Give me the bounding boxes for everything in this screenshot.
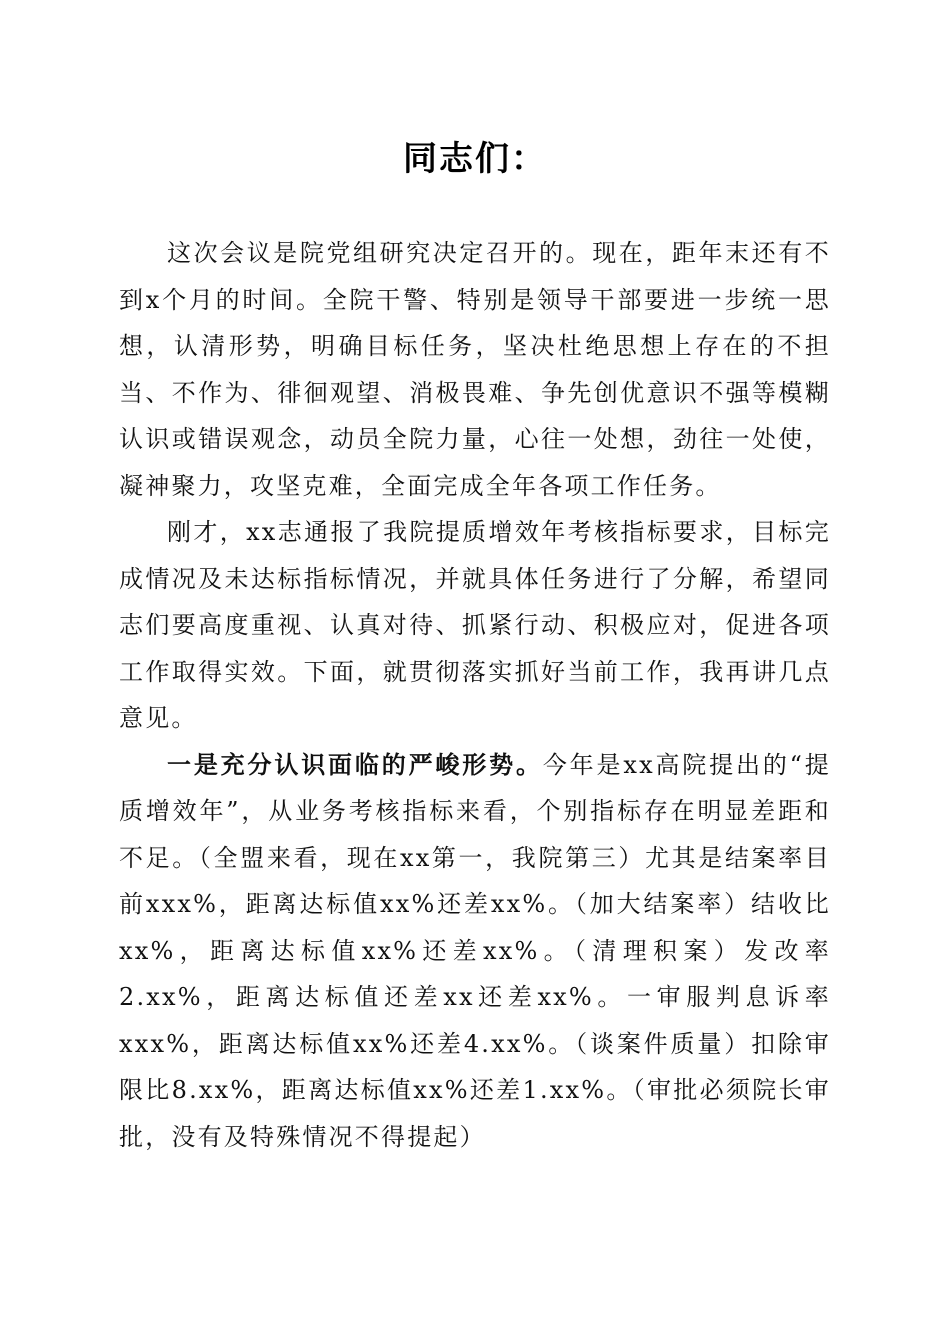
- paragraph-1-text: 这次会议是院党组研究决定召开的。现在，距年末还有不到x个月的时间。全院干警、特别是领导干部要进一步统一思想，认清形势，明确目标任务，坚决杜绝思想上存在的不担当、不作为、徘徊观望、消极畏难、争先创优意识不强等模糊认识或错误观念，动员全院力量，心往一处想，劲往一处使，凝神聚力，攻坚克难，全面完成全年各项工作任务。: [119, 239, 831, 500]
- paragraph-3: [119, 742, 831, 1161]
- paragraph-3-text: 今年是xx高院提出的“提质增效年”，从业务考核指标来看，个别指标存在明显差距和不足。（全盟来看，现在xx第一，我院第三）尤其是结案率目前xxx%，距离达标值xx%还差xx%。（加大结案率）结收比xx%，距离达标值xx%还差xx%。（清理积案）发改率2.xx%，距离达标值还差xx还差xx%。一审服判息诉率xxx%，距离达标值xx%还差4.xx%。（谈案件质量）扣除审限比8.xx%，距离达标值xx%还差1.xx%。（审批必须院长审批，没有及特殊情况不得提起）: [119, 750, 831, 1151]
- paragraph-3-lead: 一是充分认识面临的严峻形势。: [167, 749, 543, 779]
- document-body: [119, 230, 831, 1160]
- paragraph-1: [119, 230, 831, 509]
- document-title: 同志们：: [403, 139, 547, 179]
- paragraph-2: [119, 509, 831, 742]
- paragraph-2-text: 刚才，xx志通报了我院提质增效年考核指标要求，目标完成情况及未达标指标情况，并就具体任务进行了分解，希望同志们要高度重视、认真对待、抓紧行动、积极应对，促进各项工作取得实效。下面，就贯彻落实抓好当前工作，我再讲几点意见。: [119, 518, 831, 732]
